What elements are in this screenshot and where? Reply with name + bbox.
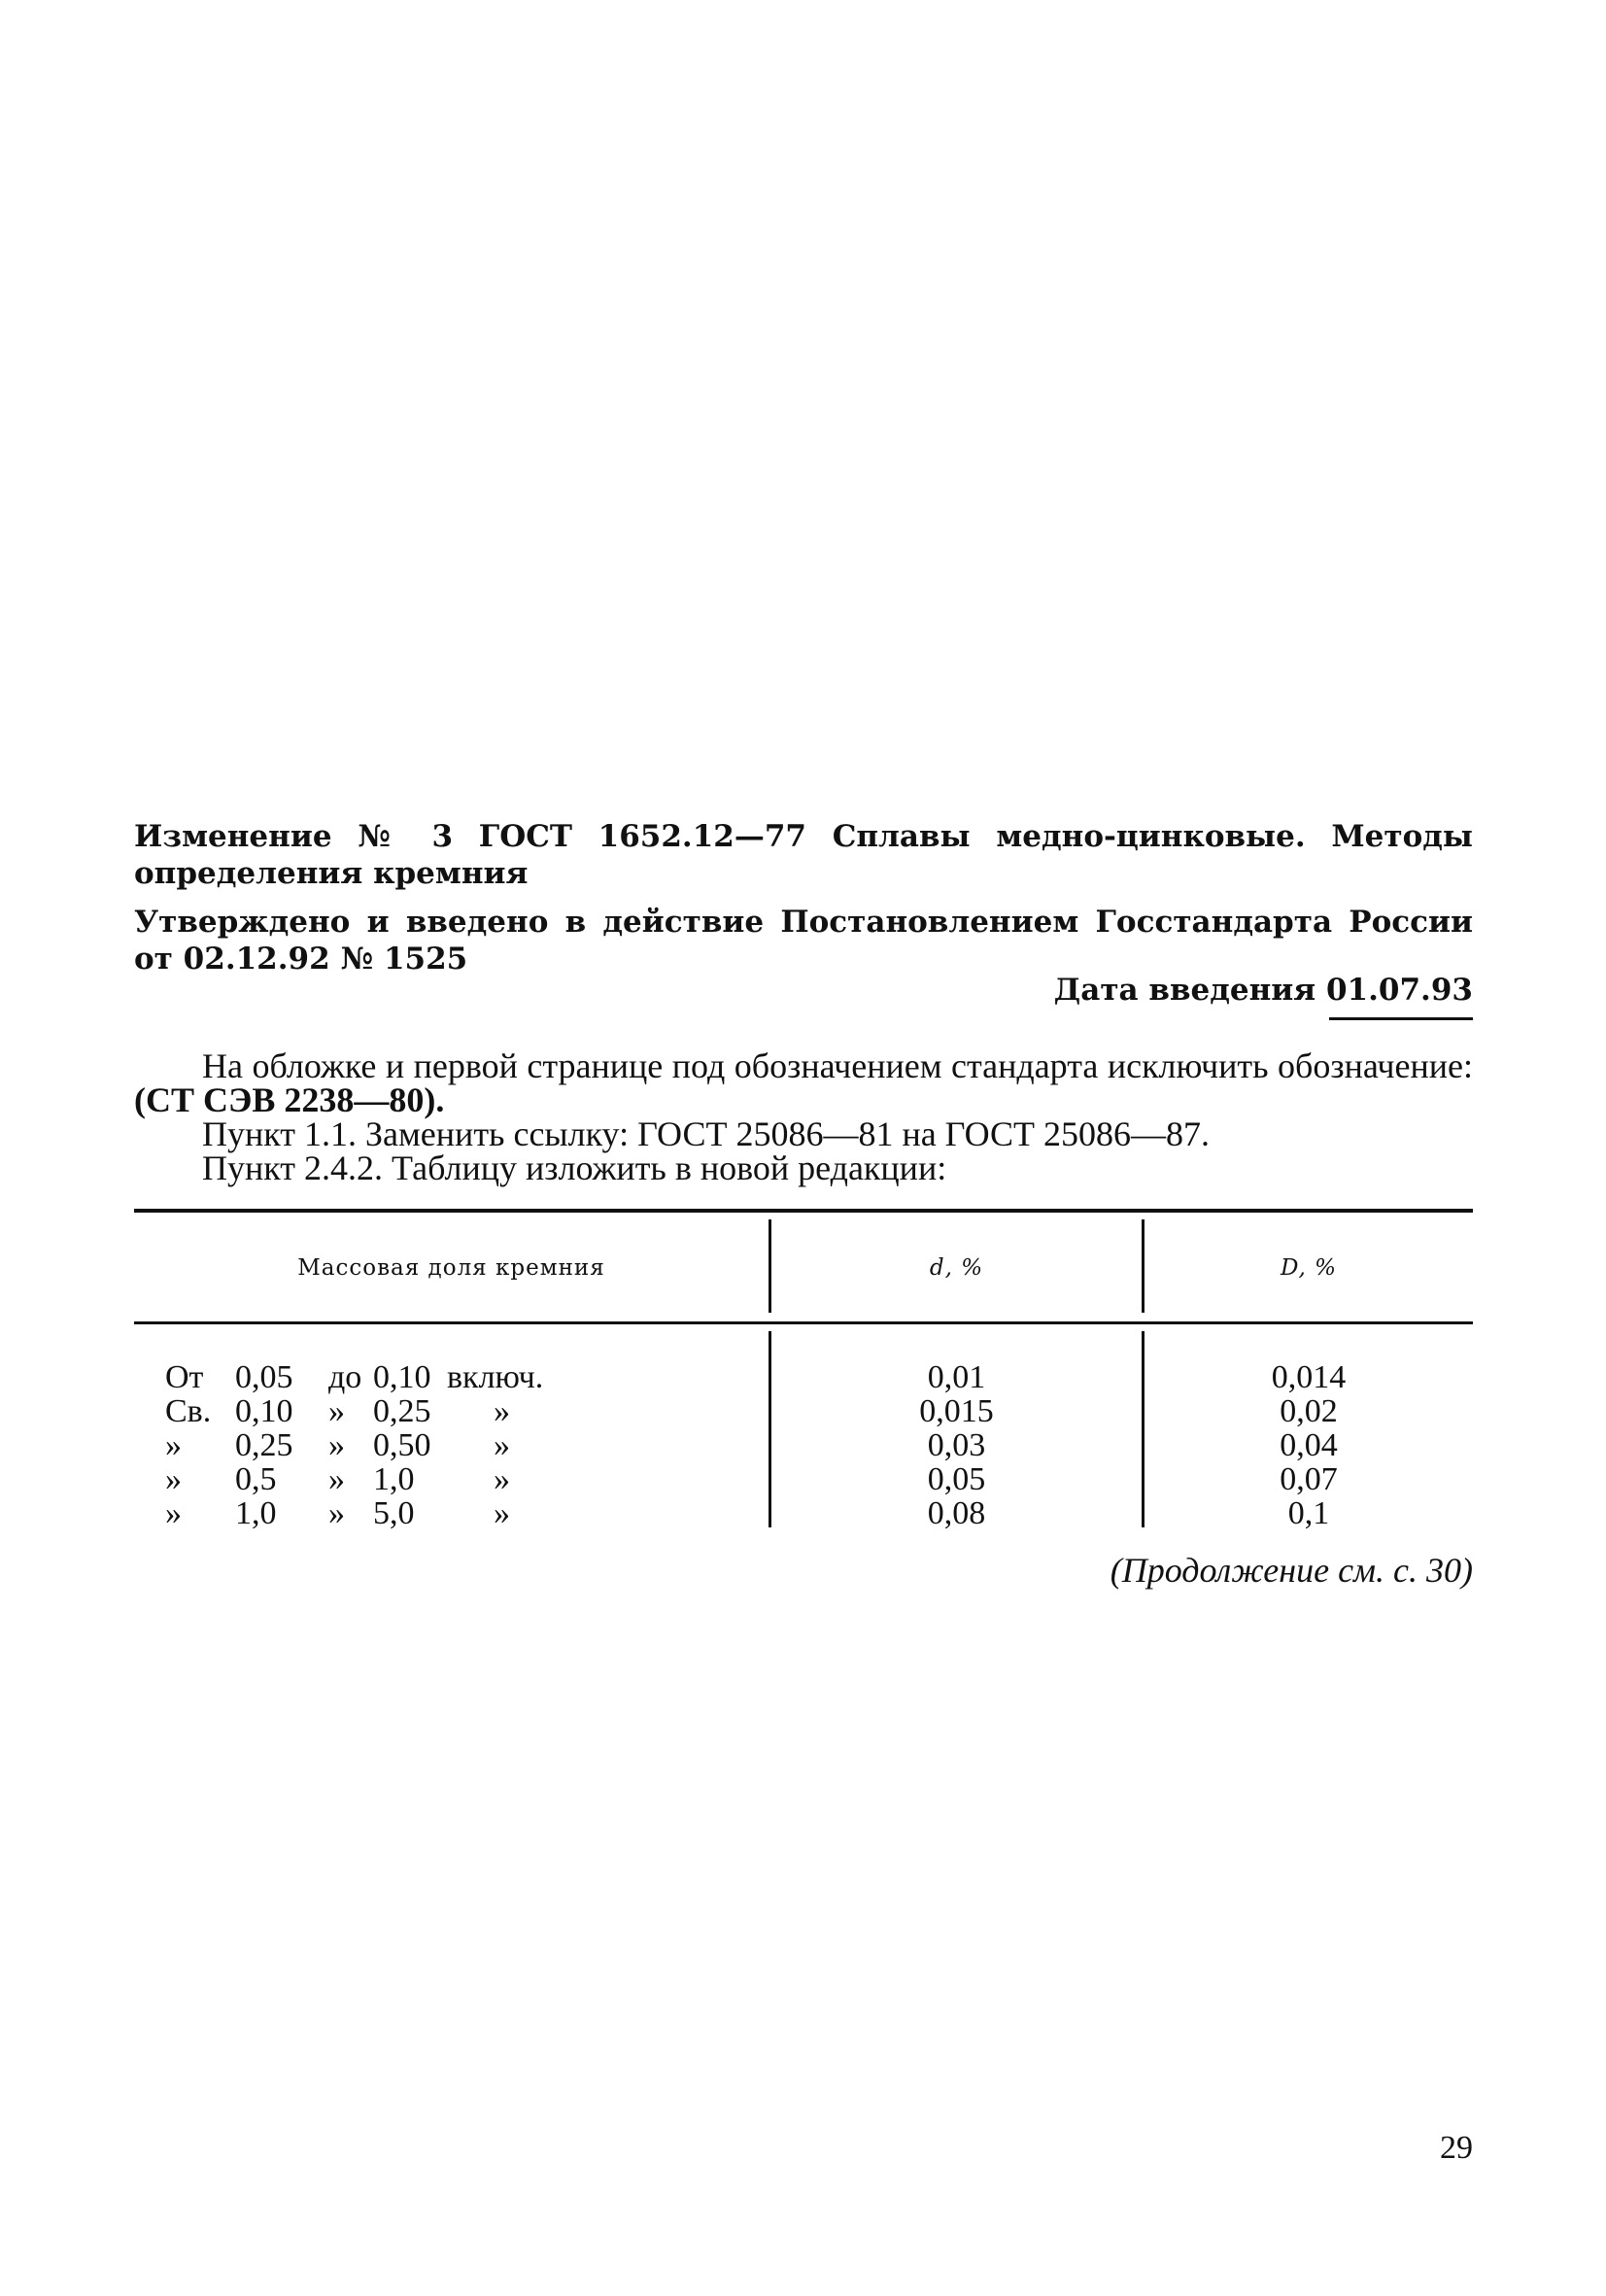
- document-title: Изменение № 3 ГОСТ 1652.12—77 Сплавы медно-цинковые. Методы определения кремния: [134, 819, 1473, 891]
- range-to: 0,10: [373, 1359, 431, 1395]
- value-D: 0,1: [1287, 1495, 1330, 1531]
- table-row: [134, 1360, 1473, 1394]
- range-to: 5,0: [373, 1495, 415, 1531]
- value-D: 0,07: [1280, 1461, 1338, 1497]
- paragraph-clause-1-1: Пункт 1.1. Заменить ссылку: ГОСТ 25086—81 на ГОСТ 25086—87.: [202, 1114, 1211, 1153]
- continuation-note: (Продолжение см. с. 30): [1110, 1551, 1473, 1590]
- value-d: 0,01: [927, 1359, 986, 1395]
- value-D: 0,014: [1271, 1359, 1347, 1395]
- table-row: [134, 1462, 1473, 1496]
- ditto-mark: »: [328, 1461, 345, 1497]
- ditto-mark: »: [494, 1461, 510, 1497]
- range-to: 0,25: [373, 1393, 431, 1429]
- paragraph-cover-text: На обложке и первой странице под обозначением стандарта исключить обозначение:: [202, 1046, 1473, 1085]
- date-underline: [1329, 1017, 1473, 1020]
- range-from: 0,5: [235, 1461, 277, 1497]
- range-to: 0,50: [373, 1427, 431, 1463]
- value-D: 0,02: [1280, 1393, 1338, 1429]
- ditto-mark: »: [494, 1427, 510, 1463]
- page-number: 29: [1440, 2130, 1473, 2166]
- value-d: 0,05: [927, 1461, 986, 1497]
- range-prefix: Св.: [165, 1393, 212, 1429]
- table-top-rule: [134, 1209, 1473, 1213]
- value-d: 0,015: [919, 1393, 994, 1429]
- ditto-mark: »: [165, 1427, 182, 1463]
- introduction-date-value: 01.07.93: [1325, 973, 1473, 1008]
- value-d: 0,03: [927, 1427, 986, 1463]
- range-from: 0,25: [235, 1427, 293, 1463]
- ditto-mark: »: [328, 1393, 345, 1429]
- ditto-mark: »: [328, 1427, 345, 1463]
- range-prefix: От: [165, 1359, 204, 1395]
- ditto-mark: »: [494, 1495, 510, 1531]
- range-to-word: до: [328, 1359, 362, 1395]
- paragraph-cover-designation: (СТ СЭВ 2238—80).: [134, 1080, 445, 1119]
- approval-statement: Утверждено и введено в действие Постановлением Госстандарта России от 02.12.92 № 1525: [134, 905, 1473, 977]
- introduction-date-label: Дата введения: [1053, 973, 1316, 1008]
- range-from: 0,05: [235, 1359, 293, 1395]
- table-row: [134, 1394, 1473, 1428]
- table-row: [134, 1496, 1473, 1530]
- table-header-silicon-fraction: Массовая доля кремния: [297, 1255, 605, 1281]
- range-from: 1,0: [235, 1495, 277, 1531]
- range-suffix: включ.: [447, 1359, 544, 1395]
- paragraph-clause-2-4-2: Пункт 2.4.2. Таблицу изложить в новой редакции:: [202, 1148, 947, 1187]
- introduction-date: [1054, 972, 1473, 1009]
- value-d: 0,08: [927, 1495, 986, 1531]
- table-row: [134, 1428, 1473, 1462]
- table-header-D-percent: D, %: [1280, 1255, 1338, 1281]
- range-from: 0,10: [235, 1393, 293, 1429]
- ditto-mark: »: [165, 1461, 182, 1497]
- range-to: 1,0: [373, 1461, 415, 1497]
- table-header-rule: [134, 1321, 1473, 1324]
- ditto-mark: »: [494, 1393, 510, 1429]
- table-header-d-percent: d, %: [929, 1255, 984, 1281]
- ditto-mark: »: [328, 1495, 345, 1531]
- ditto-mark: »: [165, 1495, 182, 1531]
- paragraph-cover-change: [134, 1046, 1473, 1119]
- value-D: 0,04: [1280, 1427, 1338, 1463]
